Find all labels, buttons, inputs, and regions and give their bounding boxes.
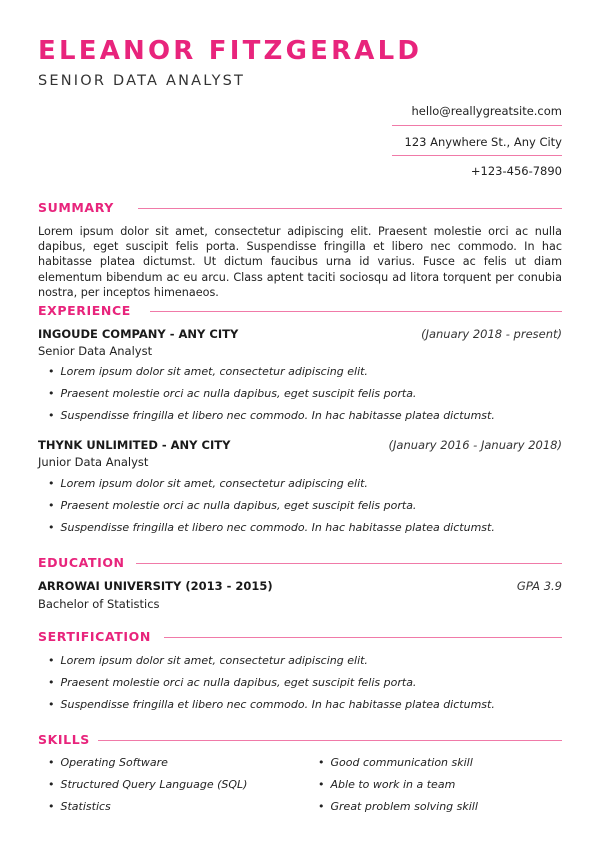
skill-item: • Structured Query Language (SQL) (48, 778, 247, 791)
certification-bullet: • Praesent molestie orci ac nulla dapibus, eget suscipit felis porta. (48, 676, 416, 689)
school-name: ARROWAI UNIVERSITY (2013 - 2015) (38, 579, 273, 593)
job-bullet: • Lorem ipsum dolor sit amet, consectetur adipiscing elit. (48, 365, 368, 378)
experience-section-header (38, 303, 562, 321)
summary-text: Lorem ipsum dolor sit amet, consectetur adipiscing elit. Praesent molestie orci ac nulla dapibus, eget suscipit felis porta. Suspendisse fringilla et libero nec commodo. In hac habitasse platea dictumst. Ut dictum faucibus urna id varius. Fusce ac felis ut diam elementum bibendum ac eu arcu. Class aptent taciti sociosqu ad litora torquent per conubia nostra, per inceptos himenaeos. (38, 225, 562, 299)
job-dates: (January 2016 - January 2018) (388, 438, 562, 452)
job-company: INGOUDE COMPANY - ANY CITY (38, 327, 239, 341)
job-bullet: • Suspendisse fringilla et libero nec commodo. In hac habitasse platea dictumst. (48, 521, 495, 534)
experience-heading: EXPERIENCE (38, 303, 139, 318)
job-bullet: • Praesent molestie orci ac nulla dapibus, eget suscipit felis porta. (48, 499, 416, 512)
job-header (38, 438, 562, 454)
summary-heading: SUMMARY (38, 200, 122, 215)
job-company: THYNK UNLIMITED - ANY CITY (38, 438, 231, 452)
education-header (38, 579, 562, 595)
certification-heading: SERTIFICATION (38, 629, 159, 644)
job-title: Junior Data Analyst (38, 455, 149, 469)
degree: Bachelor of Statistics (38, 597, 160, 611)
summary-section-header (38, 200, 562, 218)
contact-divider (392, 155, 562, 156)
education-heading: EDUCATION (38, 555, 133, 570)
section-rule (94, 740, 562, 741)
education-section-header (38, 555, 562, 573)
section-rule (164, 637, 562, 638)
gpa: GPA 3.9 (516, 579, 562, 593)
skill-item: • Good communication skill (318, 756, 473, 769)
skill-item: • Able to work in a team (318, 778, 455, 791)
contact-phone: +123-456-7890 (470, 164, 562, 178)
job-bullet: • Lorem ipsum dolor sit amet, consectetur adipiscing elit. (48, 477, 368, 490)
skill-item: • Operating Software (48, 756, 168, 769)
skill-item: • Great problem solving skill (318, 800, 478, 813)
skills-heading: SKILLS (38, 732, 98, 747)
job-bullet: • Praesent molestie orci ac nulla dapibus, eget suscipit felis porta. (48, 387, 416, 400)
job-dates: (January 2018 - present) (421, 327, 562, 341)
candidate-name: ELEANOR FITZGERALD (38, 36, 423, 66)
skill-item: • Statistics (48, 800, 111, 813)
section-rule (150, 311, 562, 312)
section-rule (138, 208, 562, 209)
certification-bullet: • Lorem ipsum dolor sit amet, consectetur adipiscing elit. (48, 654, 368, 667)
job-header (38, 327, 562, 343)
candidate-title: SENIOR DATA ANALYST (38, 73, 246, 89)
skills-section-header (38, 732, 562, 750)
contact-address: 123 Anywhere St., Any City (404, 135, 562, 149)
certification-section-header (38, 629, 562, 647)
section-rule (136, 563, 562, 564)
contact-divider (392, 125, 562, 126)
contact-email[interactable]: hello@reallygreatsite.com (411, 104, 562, 118)
certification-bullet: • Suspendisse fringilla et libero nec commodo. In hac habitasse platea dictumst. (48, 698, 495, 711)
job-title: Senior Data Analyst (38, 344, 153, 358)
job-bullet: • Suspendisse fringilla et libero nec commodo. In hac habitasse platea dictumst. (48, 409, 495, 422)
